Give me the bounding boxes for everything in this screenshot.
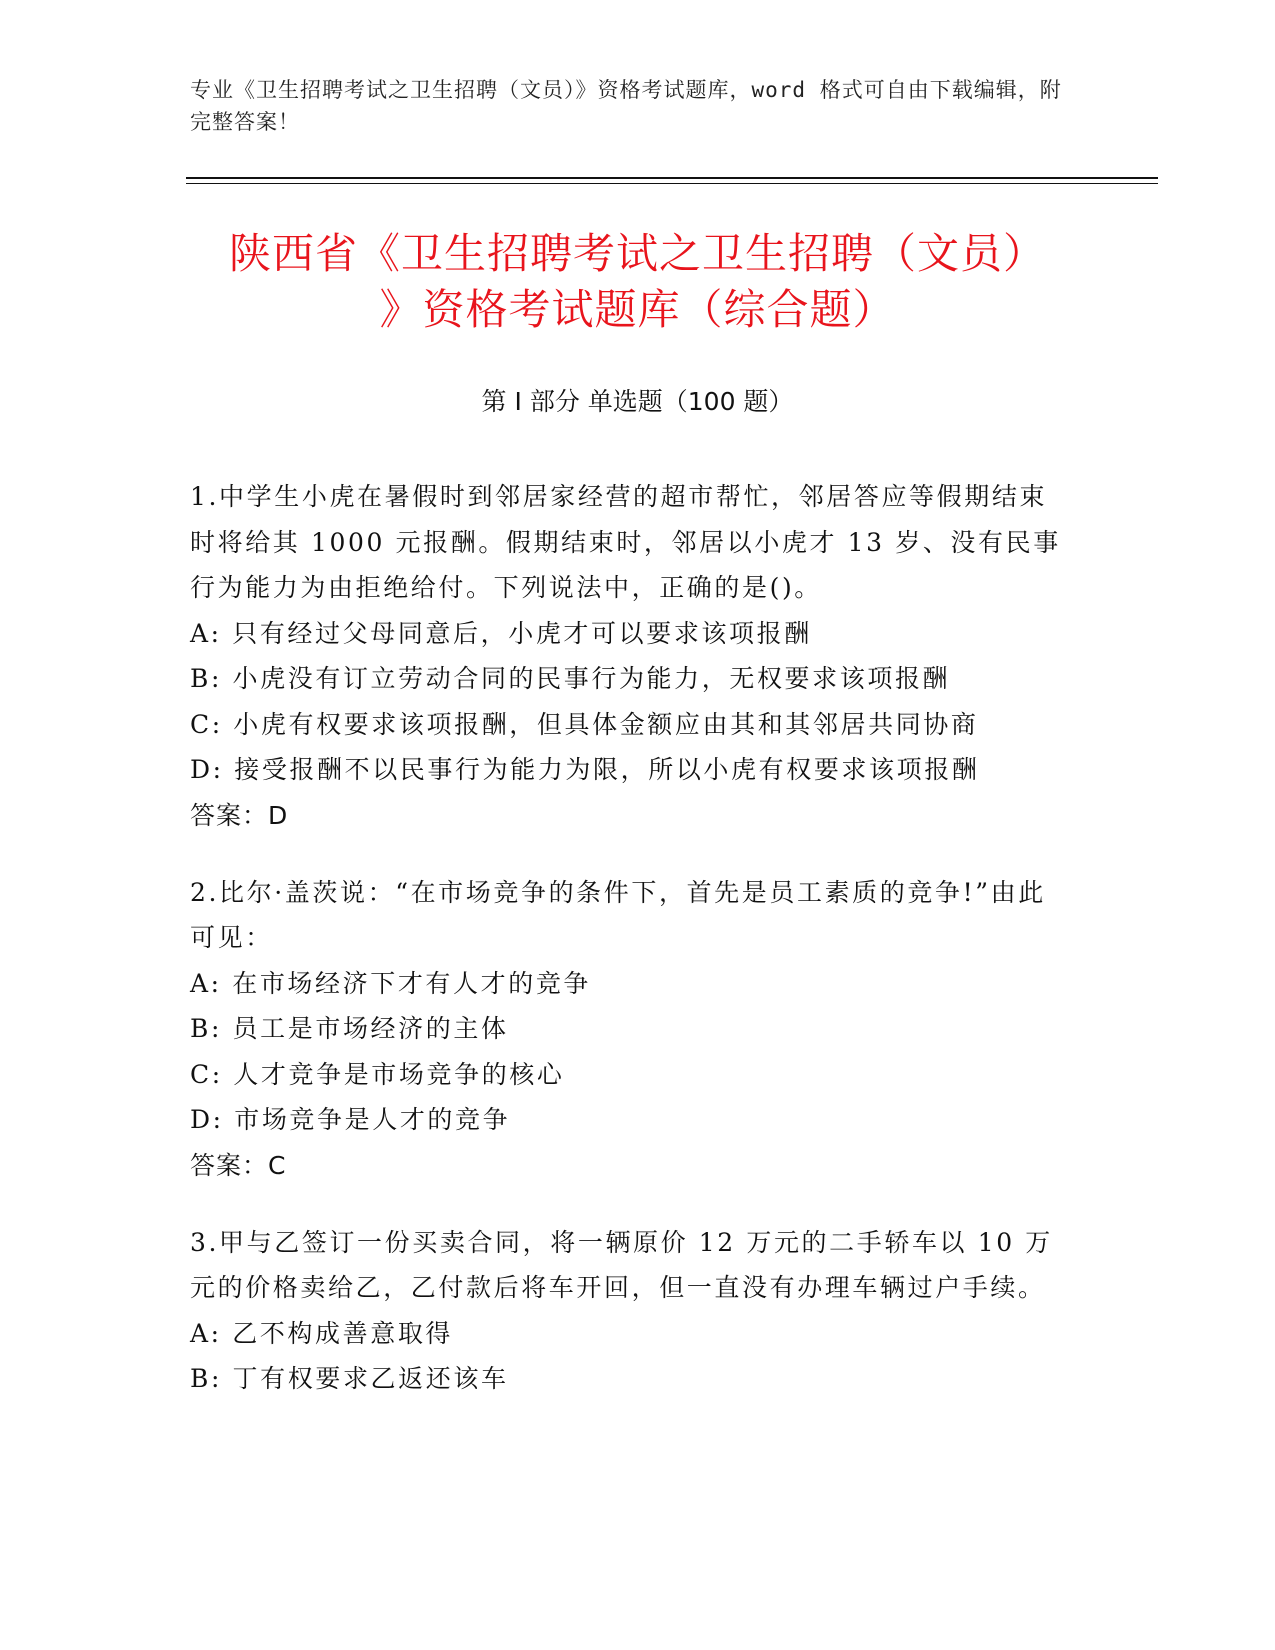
question-list: [190, 474, 1070, 1434]
option-c: C: 人才竞争是市场竞争的核心: [190, 1059, 565, 1089]
option-d: D: 市场竞争是人才的竞争: [190, 1105, 511, 1134]
answer: 答案：D: [190, 800, 289, 830]
document-title-line-2: 》资格考试题库（综合题）: [379, 285, 896, 334]
answer: 答案：C: [190, 1150, 287, 1180]
question-stem: 2.比尔·盖茨说：“在市场竞争的条件下，首先是员工素质的竞争!”由此可见：: [190, 877, 1046, 952]
header-note: 专业《卫生招聘考试之卫生招聘（文员）》资格考试题库，word 格式可自由下载编辑，附完整答案！: [190, 78, 1062, 134]
question-stem: 3.甲与乙签订一份买卖合同，将一辆原价 12 万元的二手轿车以 10 万元的价格卖给乙，乙付款后将车开回，但一直没有办理车辆过户手续。: [190, 1227, 1053, 1302]
question-stem: 1.中学生小虎在暑假时到邻居家经营的超市帮忙，邻居答应等假期结束时将给其 1000 元报酬。假期结束时，邻居以小虎才 13 岁、没有民事行为能力为由拒绝给付。下列说法中，正确的是()。: [190, 482, 1061, 602]
question-2: [190, 870, 1070, 1188]
option-a: A: 只有经过父母同意后，小虎才可以要求该项报酬: [190, 618, 812, 648]
option-d: D: 接受报酬不以民事行为能力为限，所以小虎有权要求该项报酬: [190, 755, 980, 784]
document-title: [160, 226, 1115, 338]
header-divider-thick: [186, 177, 1158, 179]
option-c: C: 小虎有权要求该项报酬，但具体金额应由其和其邻居共同协商: [190, 709, 979, 739]
option-b: B: 小虎没有订立劳动合同的民事行为能力，无权要求该项报酬: [190, 664, 951, 693]
question-3: [190, 1220, 1070, 1402]
section-heading: 第 I 部分 单选题（100 题）: [481, 387, 794, 416]
option-a: A: 在市场经济下才有人才的竞争: [190, 968, 592, 998]
option-a: A: 乙不构成善意取得: [190, 1318, 454, 1348]
option-b: B: 员工是市场经济的主体: [190, 1014, 509, 1043]
header-divider-thin: [186, 183, 1158, 184]
option-b: B: 丁有权要求乙返还该车: [190, 1364, 509, 1393]
document-title-line-1: 陕西省《卫生招聘考试之卫生招聘（文员）: [228, 229, 1046, 278]
question-1: [190, 474, 1070, 838]
